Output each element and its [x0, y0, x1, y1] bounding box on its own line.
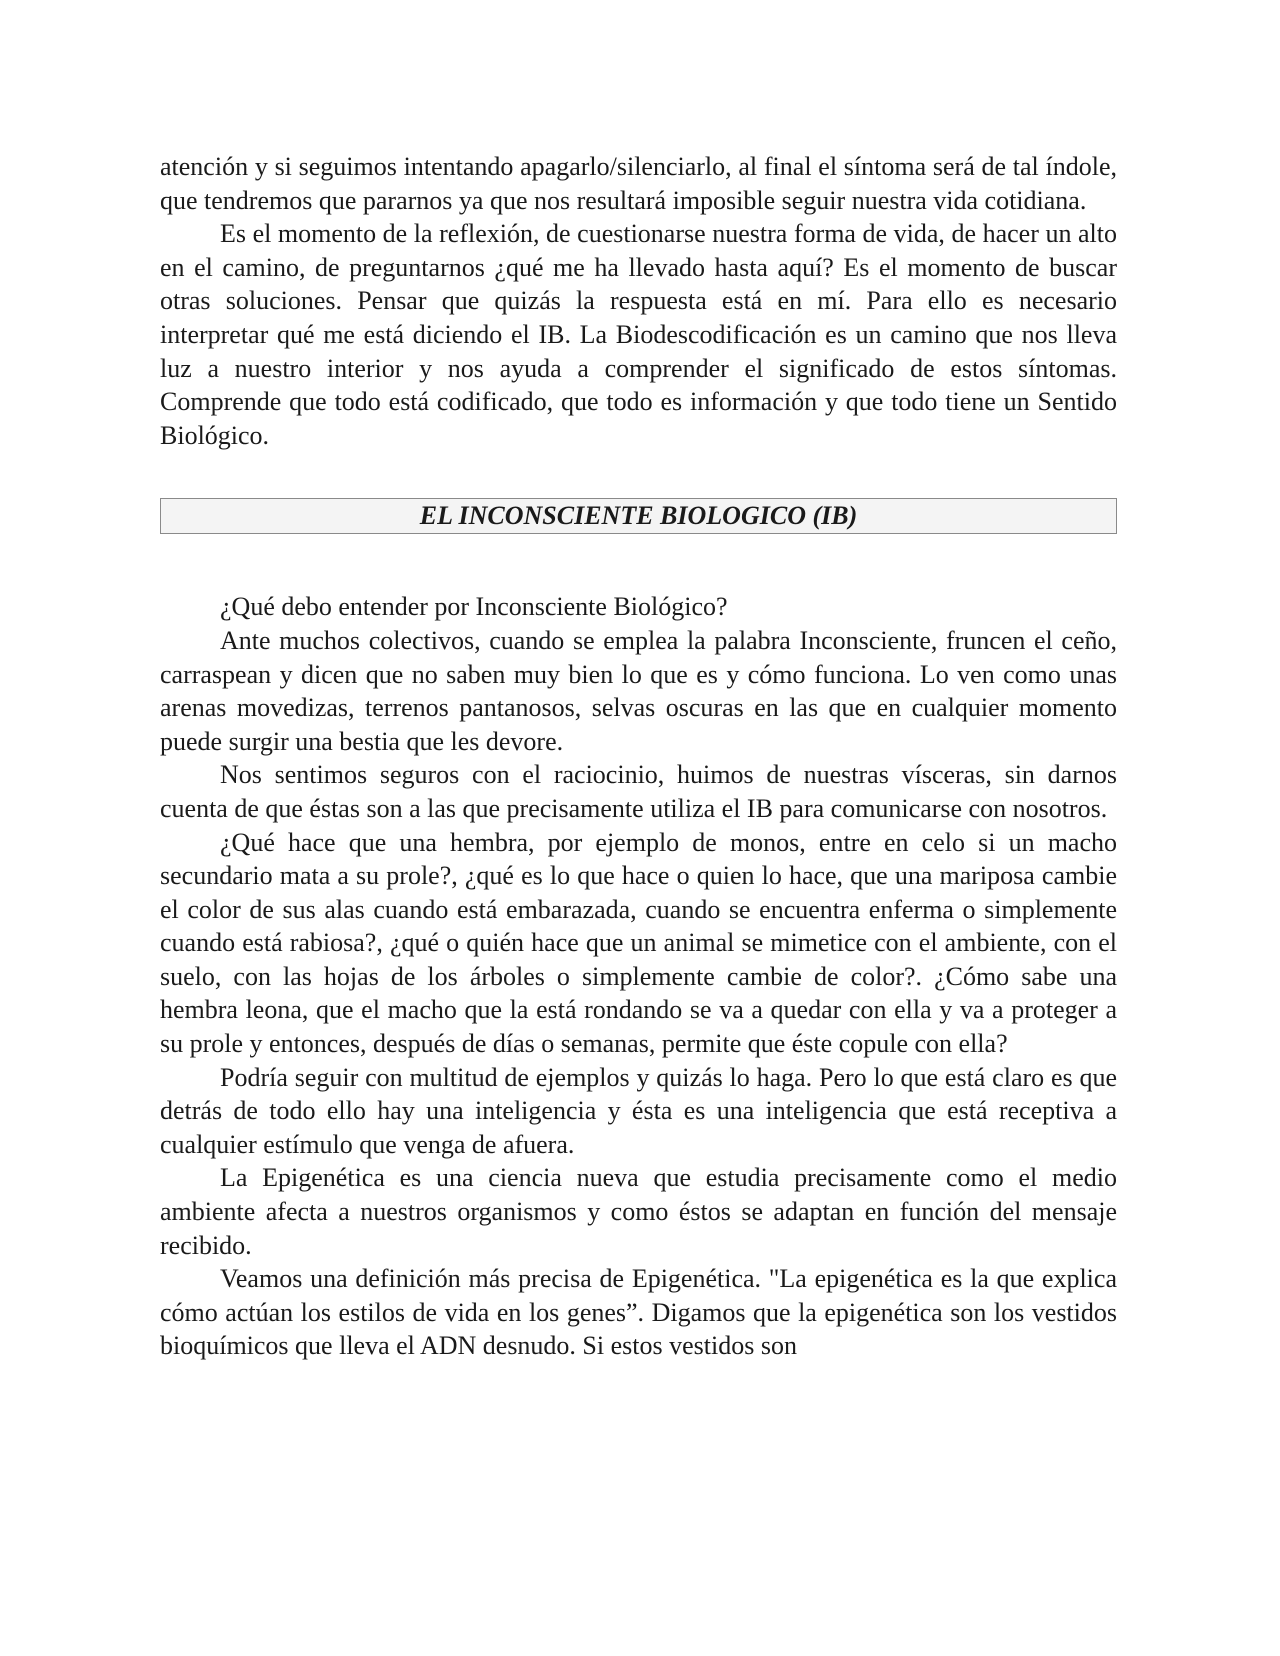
- paragraph-question: ¿Qué debo entender por Inconsciente Biológico?: [220, 592, 728, 622]
- paragraph-definition: Veamos una definición más precisa de Epigenética. "La epigenética es la que explica cómo actúan los estilos de vida en los genes”. Digamos que la epigenética son los vestidos bioquímicos que lleva el ADN desnudo. Si estos vestidos son: [160, 1264, 1117, 1361]
- section-heading: EL INCONSCIENTE BIOLOGICO (IB): [160, 498, 1117, 534]
- paragraph-examples: ¿Qué hace que una hembra, por ejemplo de monos, entre en celo si un macho secundario mata a su prole?, ¿qué es lo que hace o quien lo hace, que una mariposa cambie el color de sus alas cuando está embarazada, cuando se encuentra enferma o simplemente cuando está rabiosa?, ¿qué o quién hace que un animal se mimetice con el ambiente, con el suelo, con las hojas de los árboles o simplemente cambie de color?. ¿Cómo sabe una hembra leona, que el macho que la está rondando se va a quedar con ella y va a proteger a su prole y entonces, después de días o semanas, permite que éste copule con ella?: [160, 827, 1117, 1059]
- paragraph-epigenetics: La Epigenética es una ciencia nueva que estudia precisamente como el medio ambiente afecta a nuestros organismos y como éstos se adaptan en función del mensaje recibido.: [160, 1163, 1117, 1260]
- paragraph-reasoning: Nos sentimos seguros con el raciocinio, huimos de nuestras vísceras, sin darnos cuenta de que éstas son a las que precisamente utiliza el IB para comunicarse con nosotros.: [160, 760, 1117, 823]
- document-page: [160, 150, 1117, 1363]
- paragraph-continuation: atención y si seguimos intentando apagarlo/silenciarlo, al final el síntoma será de tal índole, que tendremos que pararnos ya que nos resultará imposible seguir nuestra vida cotidiana.: [160, 152, 1117, 215]
- paragraph-reflection: Es el momento de la reflexión, de cuestionarse nuestra forma de vida, de hacer un alto en el camino, de preguntarnos ¿qué me ha llevado hasta aquí? Es el momento de buscar otras soluciones. Pensar que quizás la respuesta está en mí. Para ello es necesario interpretar qué me está diciendo el IB. La Biodescodificación es un camino que nos lleva luz a nuestro interior y nos ayuda a comprender el significado de estos síntomas. Comprende que todo está codificado, que todo es información y que todo tiene un Sentido Biológico.: [160, 219, 1117, 450]
- paragraph-intelligence: Podría seguir con multitud de ejemplos y quizás lo haga. Pero lo que está claro es que detrás de todo ello hay una inteligencia y ésta es una inteligencia que está receptiva a cualquier estímulo que venga de afuera.: [160, 1062, 1117, 1159]
- paragraph-collectives: Ante muchos colectivos, cuando se emplea la palabra Inconsciente, fruncen el ceño, carraspean y dicen que no saben muy bien lo que es y cómo funciona. Lo ven como unas arenas movedizas, terrenos pantanosos, selvas oscuras en las que en cualquier momento puede surgir una bestia que les devore.: [160, 625, 1117, 756]
